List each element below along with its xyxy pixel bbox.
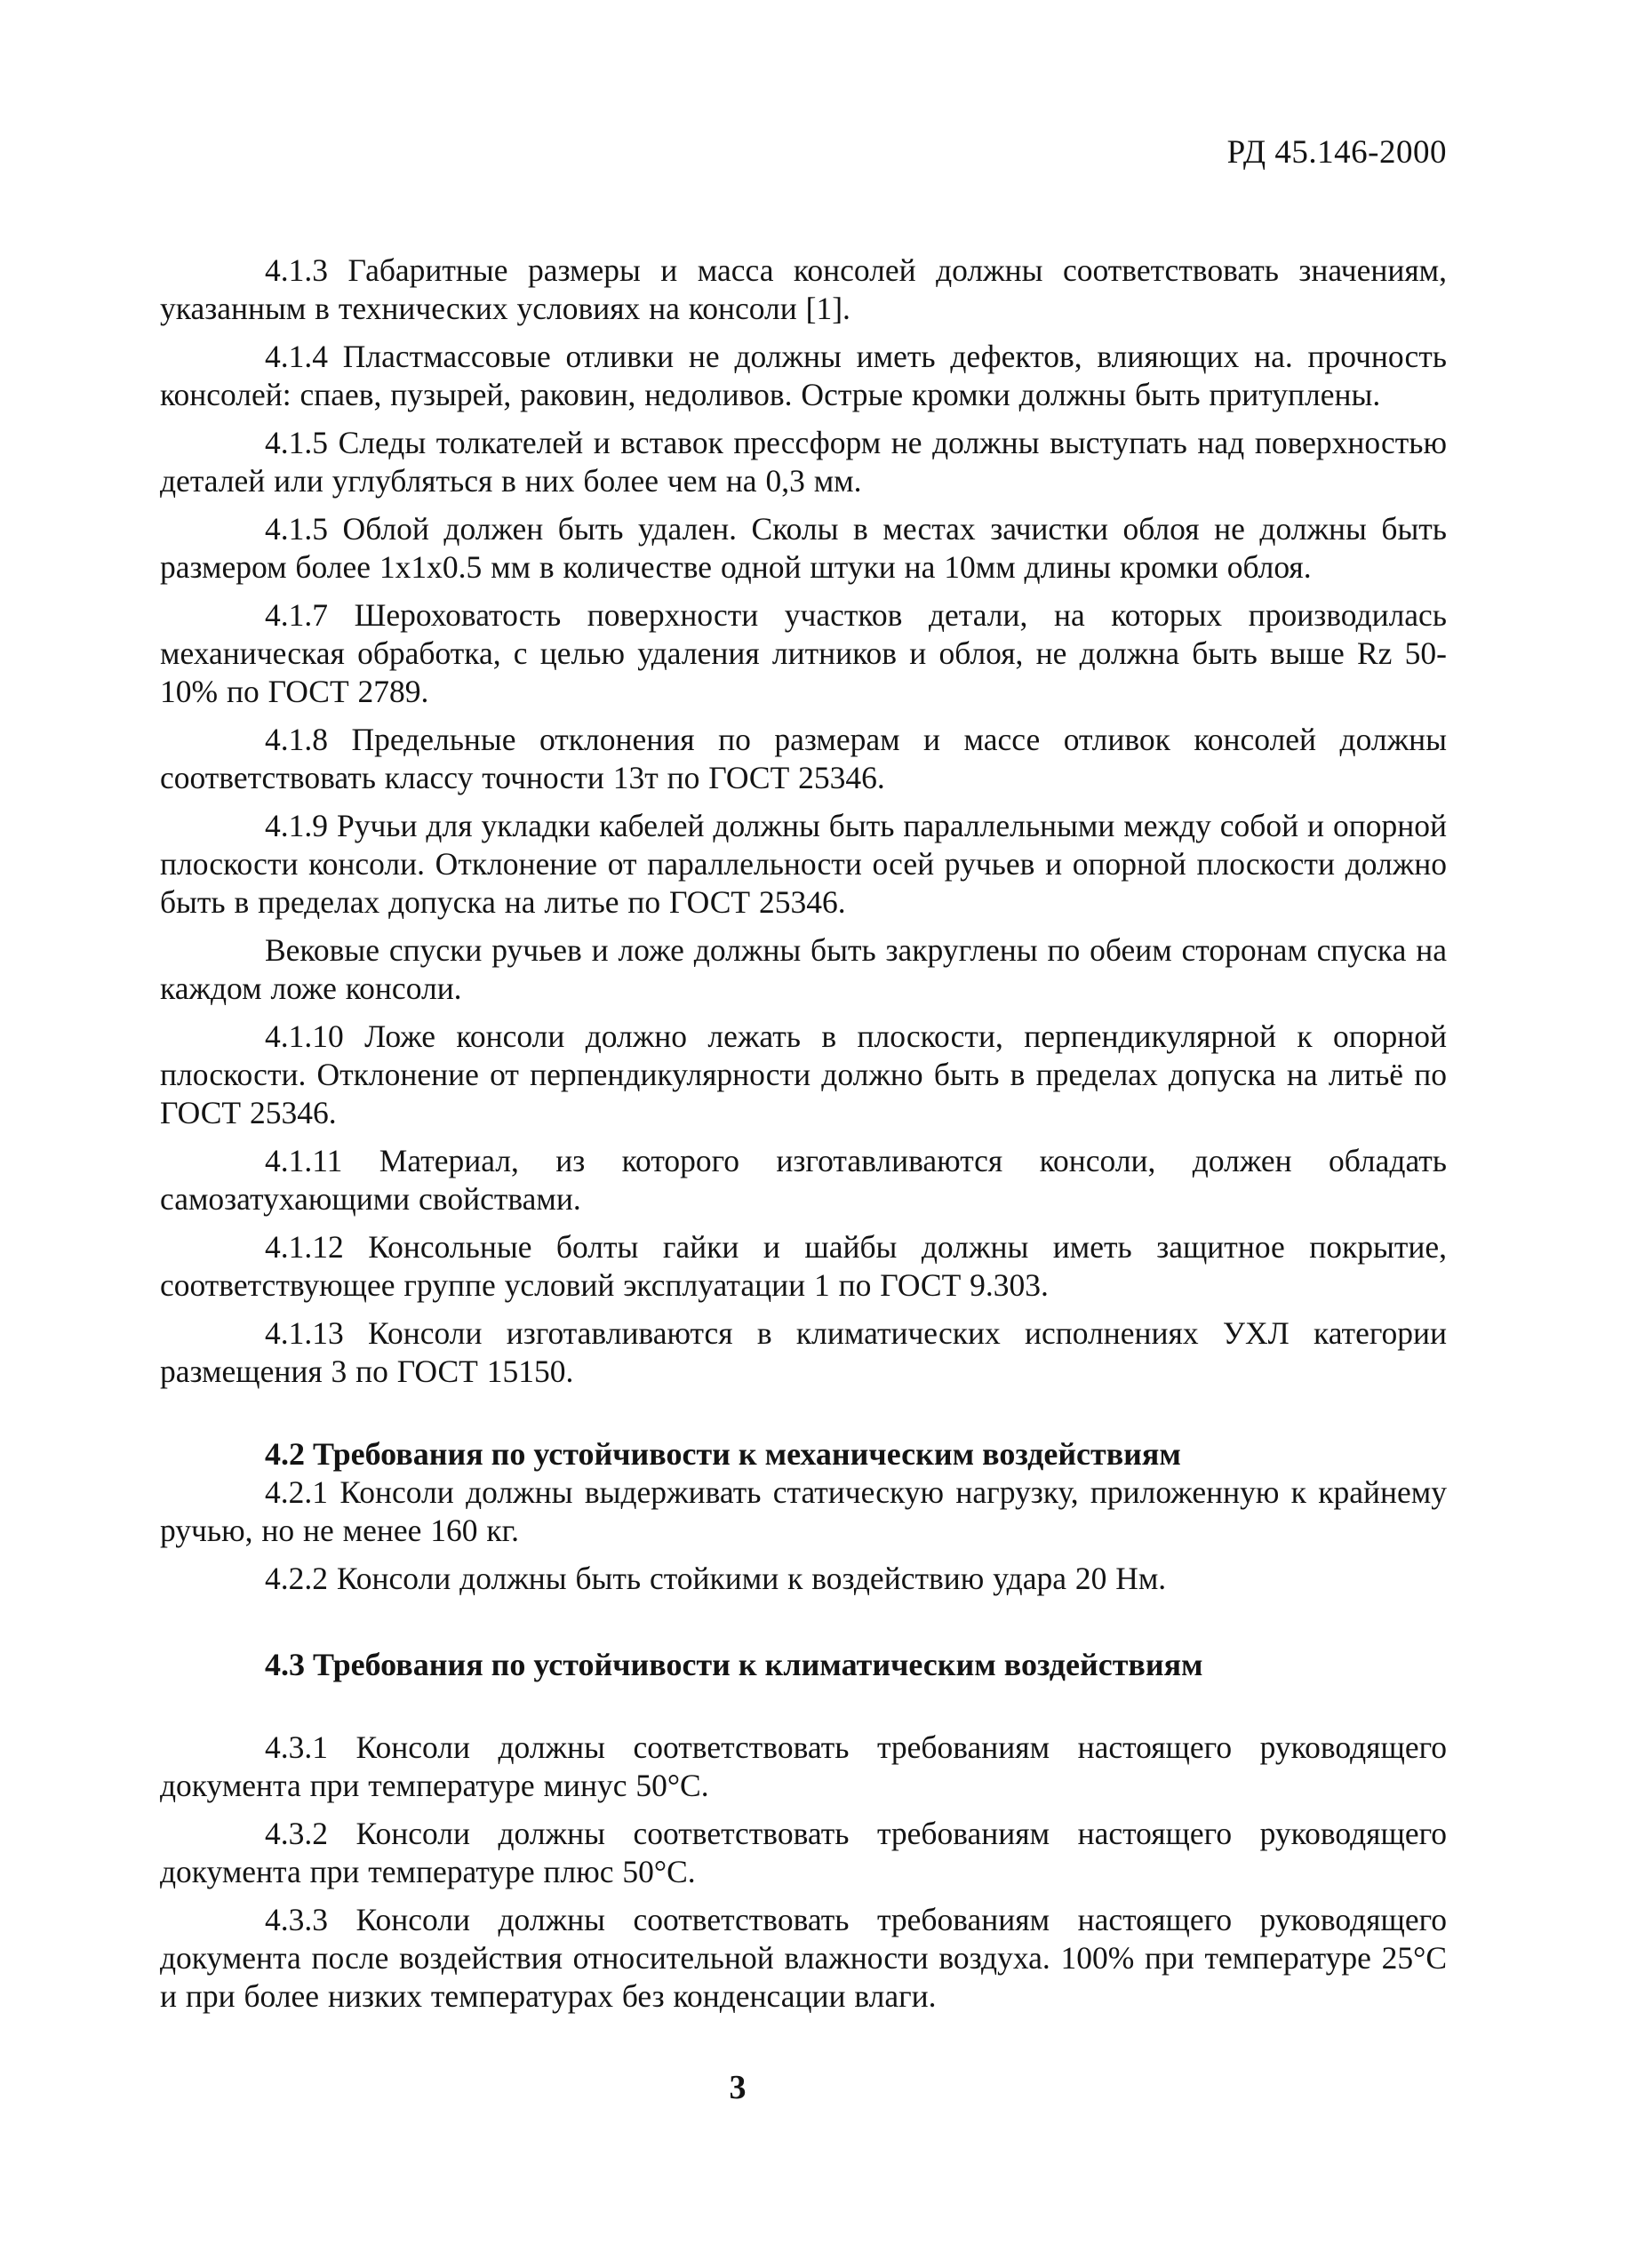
document-body bbox=[160, 252, 1447, 2025]
section-4-3-title: 4.3 Требования по устойчивости к климатическим воздействиям bbox=[265, 1647, 1203, 1682]
paragraph-4-1-13: 4.1.13 Консоли изготавливаются в климатических исполнениях УХЛ категории размещения 3 по ГОСТ 15150. bbox=[160, 1315, 1447, 1389]
page-number: 3 bbox=[729, 2069, 747, 2106]
paragraph-4-1-11: 4.1.11 Материал, из которого изготавливаются консоли, должен обладать самозатухающими свойствами. bbox=[160, 1143, 1447, 1217]
document-code-header: РД 45.146-2000 bbox=[1226, 134, 1447, 171]
paragraph-4-2-2: 4.2.2 Консоли должны быть стойкими к воздействию удара 20 Нм. bbox=[265, 1561, 1167, 1596]
paragraph-4-1-12: 4.1.12 Консольные болты гайки и шайбы должны иметь защитное покрытие, соответствующее группе условий эксплуатации 1 по ГОСТ 9.303. bbox=[160, 1229, 1447, 1303]
section-4-2-title: 4.2 Требования по устойчивости к механическим воздействиям bbox=[265, 1436, 1181, 1472]
paragraph-4-3-2: 4.3.2 Консоли должны соответствовать требованиям настоящего руководящего документа при температуре плюс 50°С. bbox=[160, 1816, 1447, 1889]
paragraph-4-3-3: 4.3.3 Консоли должны соответствовать требованиям настоящего руководящего документа после воздействия относительной влажности воздуха. 100% при температуре 25°С и при более низких температурах без конденсации влаги. bbox=[160, 1902, 1447, 2014]
paragraph-4-1-4: 4.1.4 Пластмассовые отливки не должны иметь дефектов, влияющих на. прочность консолей: спаев, пузырей, раковин, недоливов. Острые кромки должны быть притуплены. bbox=[160, 339, 1447, 412]
paragraph-4-2-1: 4.2.1 Консоли должны выдерживать статическую нагрузку, приложенную к крайнему ручью, но не менее 160 кг. bbox=[160, 1474, 1447, 1548]
paragraph-4-1-3: 4.1.3 Габаритные размеры и масса консолей должны соответствовать значениям, указанным в технических условиях на консоли [1]. bbox=[160, 252, 1447, 326]
paragraph-4-1-9: 4.1.9 Ручьи для укладки кабелей должны быть параллельными между собой и опорной плоскости консоли. Отклонение от параллельности осей ручьев и опорной плоскости должно быть в пределах допуска на литье по ГОСТ 25346. bbox=[160, 808, 1447, 920]
paragraph-4-3-1: 4.3.1 Консоли должны соответствовать требованиям настоящего руководящего документа при температуре минус 50°С. bbox=[160, 1729, 1447, 1803]
paragraph-4-1-5-b: 4.1.5 Облой должен быть удален. Сколы в местах зачистки облоя не должны быть размером более 1х1х0.5 мм в количестве одной штуки на 10мм длины кромки облоя. bbox=[160, 511, 1447, 585]
paragraph-4-1-10: 4.1.10 Ложе консоли должно лежать в плоскости, перпендикулярной к опорной плоскости. Отклонение от перпендикулярности должно быть в пределах допуска на литьё по ГОСТ 25346. bbox=[160, 1018, 1447, 1130]
paragraph-4-1-9-note: Вековые спуски ручьев и ложе должны быть закруглены по обеим сторонам спуска на каждом ложе консоли. bbox=[160, 932, 1447, 1006]
paragraph-4-1-5-a: 4.1.5 Следы толкателей и вставок прессформ не должны выступать над поверхностью деталей или углубляться в них более чем на 0,3 мм. bbox=[160, 425, 1447, 499]
paragraph-4-1-8: 4.1.8 Предельные отклонения по размерам и массе отливок консолей должны соответствовать классу точности 13т по ГОСТ 25346. bbox=[160, 722, 1447, 795]
paragraph-4-1-7: 4.1.7 Шероховатость поверхности участков детали, на которых производилась механическая обработка, с целью удаления литников и облоя, не должна быть выше Rz 50-10% по ГОСТ 2789. bbox=[160, 597, 1447, 709]
